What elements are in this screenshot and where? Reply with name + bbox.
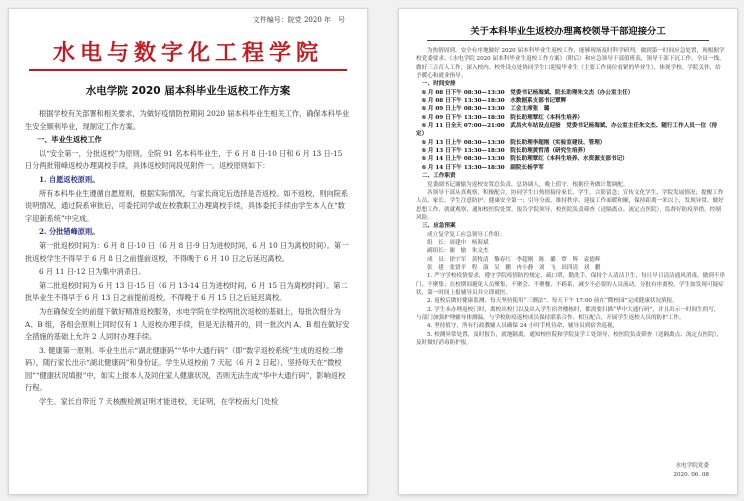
emergency-item: 组 长：周建中 杨海斌 xyxy=(427,239,489,246)
duty-paragraph: 各领导干部从真观察，积极配合，协同学生口热情接待家长、学生，合影留念；宣传文化学生、学院发展情况；提醒工作人员、家长、学生注意防护、健康安全第一；引导分流，维持秩序、迎接工作面暖和顺，保持距离一米以上，发现异常，做好思想工作、就就观察，通知校医院处置，报告学院领导，校医院负责筛查（送隔离点、流定点医院），监督好防疫举措，控制风险。 xyxy=(416,189,724,221)
paragraph: 第一批返校时间为：6 月 8 日-10 日（6 月 8 日-9 日为进校时间，6 月 10 日为离校时间）。第一批返校学生不得早于 6 月 8 日之前提前返校，不得晚于 6 月 10 日之后延迟离校。 xyxy=(25,240,349,263)
emergency-item: 张 建 张贤平 程 淑 吴 鹏 冉小静 刘 飞 田四清 刘 鹏 xyxy=(427,264,601,271)
schedule-item: 6 月 14 日上午 08:30—13:30 院长助理覃红（本科生培养、水资源支部书记） xyxy=(422,156,628,163)
paragraph: 所有本科毕业生遵循自愿原则，根据实际情况，与家长商定后选择是否返校。如不返校，则向院系说明情况，通过院系审批后，可委托同学或在校教职工办理离校手续，具体委托手续由学生本人在“数字迎新系统”中完成。 xyxy=(25,188,349,223)
paragraph: 为在确保安全的前提下做好精准返校服务，水电学院在学校两批次返校的基础上，每批次细分为 A、B 组，各组会原则上同时仅有 1 人返校办理手续，但是无法精开的，同一批次内 A、B 组在做好安全措施的基础上允许 2 人同时办理手续。 xyxy=(25,306,350,342)
signing-organization: 水电学院党委 xyxy=(675,463,709,469)
paragraph: 学生、家长自带近 7 天核酸检测证明才能进校，无证明，在学校南大门处检 xyxy=(39,397,279,407)
section-heading: 一、时间安排 xyxy=(422,81,456,88)
schedule-item: 6 月 08 日下午 13:30—18:30 水数据系支部书记覃辉 xyxy=(422,98,567,105)
schedule-item: 6 月 13 日下午 13:30—18:30 院长助理黄哲清（研究生培养） xyxy=(422,148,589,155)
section-heading: 三、应急预案 xyxy=(422,223,456,230)
schedule-item: 6 月 14 日下午 13:30—18:30 副院长杨学军 xyxy=(422,164,544,171)
paragraph: 6 月 11 日-12 日为集中消杀日。 xyxy=(39,267,146,277)
schedule-item: 6 月 09 日上午 08:30—13:30 工会主席张 璐 xyxy=(422,106,550,113)
paragraph: 3. 健康第一原则。毕业生出示“湖北健康码”“华中大通行码”（即“数字返校系统”生成的返校二维码），随行家长出示“湖北健康码”和身份证。学生从返校前 7 天起（6 月 2 日起），坚持每天在“微校园”“健康状况填报”中，如实上报本人及同住家人健康状况，否则无法生成“华中大通行码”，影响返校行程。 xyxy=(25,345,346,393)
schedule-item: 6 月 08 日下午 08:30—13:30 党委书记杨海斌、院长助理朱文杰（办公室主任） xyxy=(422,89,634,96)
signing-date: 2020. 06. 08 xyxy=(673,472,709,478)
school-name-header: 水电与数字化工程学院 xyxy=(52,41,323,66)
document-number: 文件编号：院党 2020 年 号 xyxy=(252,16,345,24)
paragraph: 第二批返校时间为 6 月 13 日-15 日（6 月 13-14 日为进校时间，6 月 15 日为离校时间）。第二批毕业生不得早于 6 月 13 日之前提前返校，不得晚于 6 月 15 日之后延迟离校。 xyxy=(25,280,348,303)
left-document-page xyxy=(8,8,368,495)
paragraph: 根据学校有关部署和相关要求，为做好疫情防控期间 2020 届本科毕业生相关工作，确保本科毕业生安全顺利毕业，现制定工作方案。 xyxy=(25,109,350,131)
emergency-item: 成 员：徐宇军 黄牧清 黎春红 李超刚 陈 璐 覃 辉 袁德辉 xyxy=(427,256,601,263)
emergency-item: 3. 学生未办理返校门时，离校出校门以及出入学生宿舍楼栋时，都需要扫描“华中大通行码”，并且出示一时间生的写，与部门加强护理辅导体测温，与学校防疫返校成员保持联系合作、相互配合，开展学生返校人员的防护工作。 xyxy=(416,306,720,321)
schedule-item: 6 月 11 日全天 07:00—21:00 武昌火车站设点迎接 党委书记杨海斌、办公室主任朱文杰、随行工作人员一位（待定） xyxy=(416,123,718,138)
schedule-item: 6 月 13 日上午 08:30—13:30 院长助理李超刚（实验室建设、管理） xyxy=(422,139,606,146)
emergency-item: 成立复学复工应急领导工作组： xyxy=(427,231,506,238)
signature-block xyxy=(673,462,709,480)
header-divider xyxy=(29,69,347,71)
subsection-heading: 2. 分批错峰原则。 xyxy=(39,227,100,237)
emergency-item: 1. 严守学校疫情要求，遵守学院疫情防控规定，疏口罩，勤洗手，保持个人清洁卫生，每日早日清洁通风消毒，做到不串门、不聚集；在校期间避免人员聚集，不聚会、不聚餐、不跨系，减少不必要的人员流动，分批有序离校。学生如发现可疑症状，第一时间上报辅导员并立即就医。 xyxy=(416,273,725,296)
intro-paragraph: 为热情周到、安全有序地做好 2020 届本科毕业生返校工作，能够现场及时科学研判，做到第一时间应急处置，现根据学校党委要求，《水电学院 2020 届本科毕业生返校工作方案》（附后）和应急领导干部值班表，领导干部下沉工作，全员一线，做好三合育人工作，深入校内、校外设点处协同学生口迎接毕业生（主要工作岗位看紧的毕业生），体现学校、学院关怀，给予暖心和就业指导。 xyxy=(416,48,725,80)
left-body-text xyxy=(25,108,351,410)
emergency-item: 4. 坚持值守，所有行政教辅人员确保 24 小时手机待命，辅导员到宿舍巡视， xyxy=(427,323,619,330)
document-title: 水电学院 2020 届本科毕业生返校工作方案 xyxy=(85,85,291,97)
right-document-page xyxy=(398,8,738,495)
right-body-text xyxy=(416,47,725,347)
schedule-item: 6 月 09 日下午 13:30—18:30 院长助理覃红（本科生培养） xyxy=(422,114,584,121)
emergency-item: 副组长：谢 愉 朱文杰 xyxy=(427,248,489,255)
subsection-heading: 1. 自愿返校原则。 xyxy=(39,174,100,184)
paragraph: 以“安全第一，分批返校”为原则。全院 91 名本科毕业生，于 6 月 8 日-10 日和 6 月 13 日-15 日分两批错峰返校办理离校手续，具体返校时间段见附件一。返校原则如下： xyxy=(25,148,343,171)
title-underline xyxy=(427,40,709,41)
notice-title: 关于本科毕业生返校办理离校领导干部迎接分工 xyxy=(470,26,666,37)
duty-paragraph: 党委副书记谢愉为返校安置总负责、总协调人，晚上值守，根据任务做计划调配。 xyxy=(427,181,629,188)
emergency-item: 2. 返校后做好健康监测，每天坚持使用“三测法”，每天下午 17:00 前在“微校园”完成健康状况填报。 xyxy=(427,298,678,305)
section-heading: 一、毕业生返校工作 xyxy=(37,135,102,145)
section-heading: 二、工作职责 xyxy=(422,173,456,180)
emergency-item: 5. 校测异常处置，及时报告，就地隔离，通知校医院和学院及学工处领导，校医院负责筛查（送隔离点、流定点医院），及时做好消毒防护报。 xyxy=(416,331,723,347)
